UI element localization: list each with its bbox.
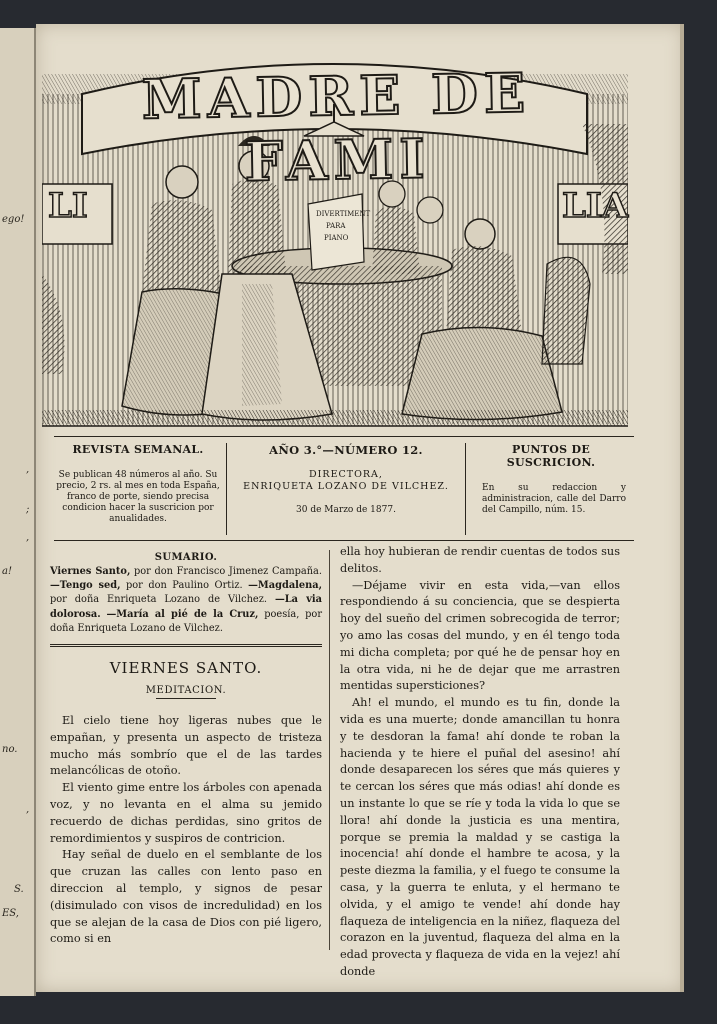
summary-heading: SUMARIO. (154, 552, 218, 563)
weekly-heading: REVISTA SEMANAL. (72, 443, 204, 456)
fragment-3: ; (26, 504, 30, 515)
info-band (54, 436, 634, 541)
article-paragraph: Ah! el mundo, el mundo es tu fin, donde la vida es una muerte; donde amancillan tu honra y te desdoran la fama! ahí donde te roban la hacienda y te hiere el puñal del asesino! ahí donde desaparecen los séres que más quieres y te cercan los séres que más odias! ahí donde es un instante lo que se ríe y toda la vida lo que se llora! ahí donde la justicia es una mentira, porque se premia la maldad y se castiga la inocencia! ahí donde el hambre te acosa, y la peste diezma la familia, y el fuego te consume la casa, y la guerra te enluta, y el hermano te olvida, y el amigo te vende! ahí donde hay flaqueza de inteligencia en la niñez, flaqueza del corazon en la juventud, flaqueza del alma en la edad provecta y flaqueza de vida en la vejez! ahí donde (340, 696, 620, 978)
masthead-left-fragment: LI (48, 186, 88, 226)
fragment-4: , (26, 532, 30, 543)
article-paragraph: Hay señal de duelo en el semblante de los que cruzan las calles con lento paso en direccion al templo, y signos de pesar (disimulado con visos de incredulidad) en los que se alejan de la casa de Dios con pié ligero, como si en (50, 848, 322, 946)
masthead-right-fragment: LIA (562, 186, 629, 226)
summary-title-4: —La via dolorosa. (50, 594, 322, 620)
fragment-2: , (26, 464, 30, 475)
right-column (340, 544, 620, 981)
director-label: DIRECTORA, (309, 469, 383, 480)
summary-title-5: —María al pié de la Cruz, (106, 608, 259, 620)
article-paragraph: —Déjame vivir en esta vida,—van ellos respondiendo á su conciencia, que se despierta hoy del sueño del crimen sobrecogida de terror; yo amo las cosas del mundo, y en él tengo toda mi dicha completa; por qué he de pensar hoy en la otra vida, ni he de dejar que me arrastren mentidas supersticiones? (340, 578, 620, 693)
fragment-6: no. (2, 744, 18, 755)
svg-text:DIVERTIMENT: DIVERTIMENT (316, 210, 371, 218)
info-issue (226, 443, 466, 535)
weekly-text: Se publican 48 números al año. Su precio, 2 rs. al mes en toda España, franco de porte, siendo precisa condicion hacer la suscricion por anualidades. (56, 470, 220, 524)
column-rule (329, 550, 330, 950)
ornament-rule (156, 698, 216, 699)
svg-text:PIANO: PIANO (324, 234, 349, 242)
article-paragraph: ella hoy hubieran de rendir cuentas de todos sus delitos. (340, 545, 620, 575)
fragment-9: ES, (2, 908, 19, 919)
summary-author-3: por doña Enriqueta Lozano de Vilchez. (50, 594, 268, 606)
article-title: VIERNES SANTO. (109, 659, 263, 678)
band-rule (54, 540, 634, 541)
masthead-title: MADRE DE FAMI (141, 60, 532, 194)
fragment-8: S. (14, 884, 24, 895)
newspaper-page (36, 24, 684, 992)
fragment-5: a! (2, 566, 12, 577)
summary-author-1: por don Francisco Jimenez Campaña. (130, 566, 322, 577)
article-subtitle: MEDITACION. (145, 685, 227, 697)
subscription-heading: PUNTOS DE SUSCRICION. (506, 443, 596, 469)
summary-author-2: por don Paulino Ortiz. (120, 580, 243, 592)
divider (50, 646, 322, 647)
summary-title-2: —Tengo sed, (50, 580, 121, 592)
subscription-text: En su redaccion y administracion, calle del Darro del Campillo, núm. 15. (482, 483, 626, 515)
fragment-1: ego! (2, 214, 25, 225)
info-weekly (54, 443, 222, 535)
masthead-engraving (42, 34, 628, 430)
info-subscription (468, 443, 634, 535)
article-paragraph: El cielo tiene hoy ligeras nubes que le empañan, y presenta un aspecto de tristeza mucho más sombrío que el de las tardes melancólicas de otoño. (50, 714, 322, 778)
summary-title-3: —Magdalena, (248, 580, 322, 592)
summary-text (50, 565, 322, 636)
divider (50, 644, 322, 645)
facing-page-fragment (0, 28, 36, 996)
summary-title-1: Viernes Santo, (50, 566, 131, 577)
issue-heading: AÑO 3.°—NÚMERO 12. (269, 443, 423, 457)
director-name: ENRIQUETA LOZANO DE VILCHEZ. (243, 481, 449, 492)
fragment-7: , (26, 804, 30, 815)
page-edge (680, 24, 684, 992)
left-column (50, 544, 322, 948)
article-paragraph: El viento gime entre los árboles con apenada voz, y no levanta en el alma su jemido recuerdo de dichas perdidas, sino gritos de remordimientos y suspiros de contricion. (50, 781, 322, 845)
summary-author-5: poesía, por doña Enriqueta Lozano de Vilchez. (50, 608, 323, 634)
svg-text:PARA: PARA (326, 222, 346, 230)
issue-date: 30 de Marzo de 1877. (296, 505, 396, 515)
